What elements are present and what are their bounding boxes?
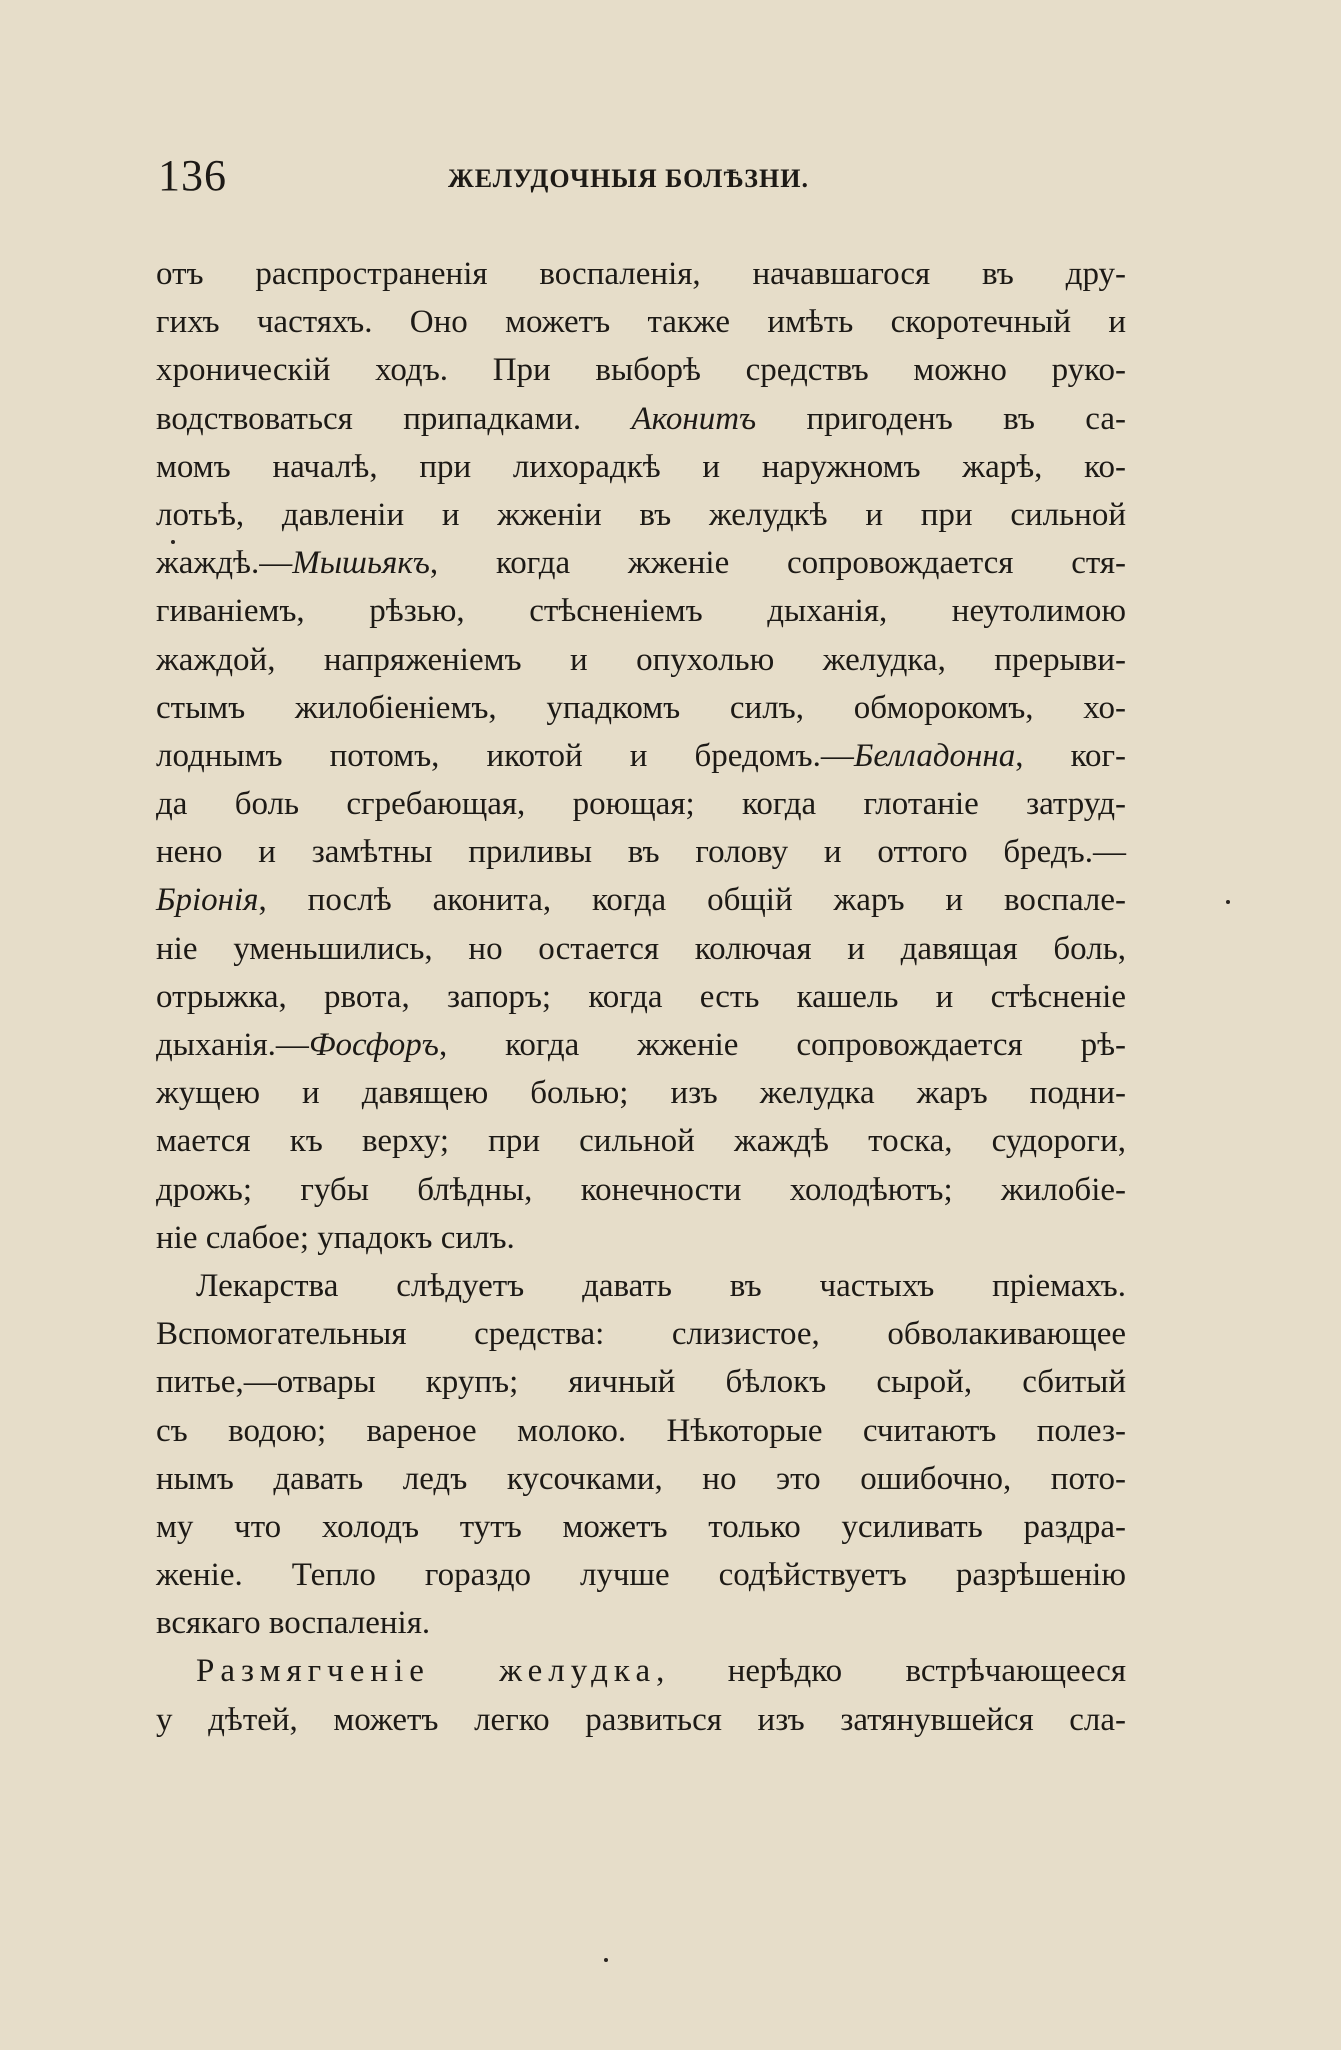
text-line: нымъ давать ледъ кусочками, но это ошибочно, пото- <box>156 1460 1126 1497</box>
page-number: 136 <box>158 151 227 200</box>
text-line: водствоваться припадками. Аконитъ пригоденъ въ са- <box>156 400 1126 437</box>
text-line: му что холодъ тутъ можетъ только усиливать раздра- <box>156 1508 1126 1545</box>
ink-speck <box>171 540 175 544</box>
ink-speck <box>604 1958 608 1962</box>
running-head: ЖЕЛУДОЧНЫЯ БОЛѢЗНИ. <box>448 164 809 193</box>
text-line: хроническій ходъ. При выборѣ средствъ можно руко- <box>156 352 1126 389</box>
text-line: всякаго воспаленія. <box>156 1605 431 1642</box>
remedy-bryonia: Бріонія <box>156 882 259 919</box>
page-header <box>158 150 1125 200</box>
text-line: да боль сгребающая, роющая; когда глотаніе затруд- <box>156 786 1126 823</box>
ink-speck <box>1226 900 1230 904</box>
text-line: Размягченіе желудка, нерѣдко встрѣчающееся <box>196 1653 1126 1690</box>
text-line: у дѣтей, можетъ легко развиться изъ затянувшейся сла- <box>156 1701 1126 1738</box>
section-term: Размягченіе желудка <box>196 1653 657 1690</box>
remedy-phosphorus: Фосфоръ <box>308 1027 439 1063</box>
text-line: жаждой, напряженіемъ и опухолью желудка, прерыви- <box>156 641 1126 678</box>
remedy-belladonna: Белладонна <box>853 737 1016 774</box>
body-text <box>156 250 1126 1744</box>
text-line: отъ распространенія воспаленія, начавшагося въ дру- <box>156 256 1126 292</box>
text-line: ніе слабое; упадокъ силъ. <box>156 1219 515 1256</box>
text-line: дыханія.—Фосфоръ, когда жженіе сопровождается рѣ- <box>156 1027 1126 1063</box>
text-line: женіе. Тепло гораздо лучше содѣйствуетъ разрѣшенію <box>156 1557 1126 1594</box>
text-line: мается къ верху; при сильной жаждѣ тоска, судороги, <box>156 1123 1126 1160</box>
text-line: гихъ частяхъ. Оно можетъ также имѣть скоротечный и <box>156 304 1126 341</box>
text-line: нено и замѣтны приливы въ голову и оттого бредъ.— <box>156 834 1126 871</box>
text-line: жаждѣ.—Мышьякъ, когда жженіе сопровождается стя- <box>156 545 1126 582</box>
text-line: жущею и давящею болью; изъ желудка жаръ подни- <box>156 1075 1126 1112</box>
text-line: питье,—отвары крупъ; яичный бѣлокъ сырой, сбитый <box>156 1364 1126 1401</box>
remedy-aconite: Аконитъ <box>631 400 757 437</box>
text-line: момъ началѣ, при лихорадкѣ и наружномъ жарѣ, ко- <box>156 448 1126 485</box>
text-line: лотьѣ, давленіи и жженіи въ желудкѣ и при сильной <box>156 496 1126 533</box>
text-line: дрожь; губы блѣдны, конечности холодѣютъ; жилобіе- <box>156 1171 1126 1208</box>
text-line: отрыжка, рвота, запоръ; когда есть кашель и стѣсненіе <box>156 978 1126 1015</box>
text-line: съ водою; вареное молоко. Нѣкоторые считаютъ полез- <box>156 1412 1126 1449</box>
text-line: Бріонія, послѣ аконита, когда общій жаръ и воспале- <box>156 882 1126 919</box>
text-line: ніе уменьшились, но остается колючая и давящая боль, <box>156 930 1126 967</box>
text-line: гиваніемъ, рѣзью, стѣсненіемъ дыханія, неутолимою <box>156 593 1126 630</box>
text-line: стымъ жилобіеніемъ, упадкомъ силъ, обморокомъ, хо- <box>156 689 1126 726</box>
text-line: Лекарства слѣдуетъ давать въ частыхъ пріемахъ. <box>196 1267 1126 1304</box>
remedy-arsenic: Мышьякъ <box>292 545 430 582</box>
text-line: лоднымъ потомъ, икотой и бредомъ.—Белладонна, ког- <box>156 737 1126 774</box>
text-line: Вспомогательныя средства: слизистое, обволакивающее <box>156 1316 1126 1353</box>
